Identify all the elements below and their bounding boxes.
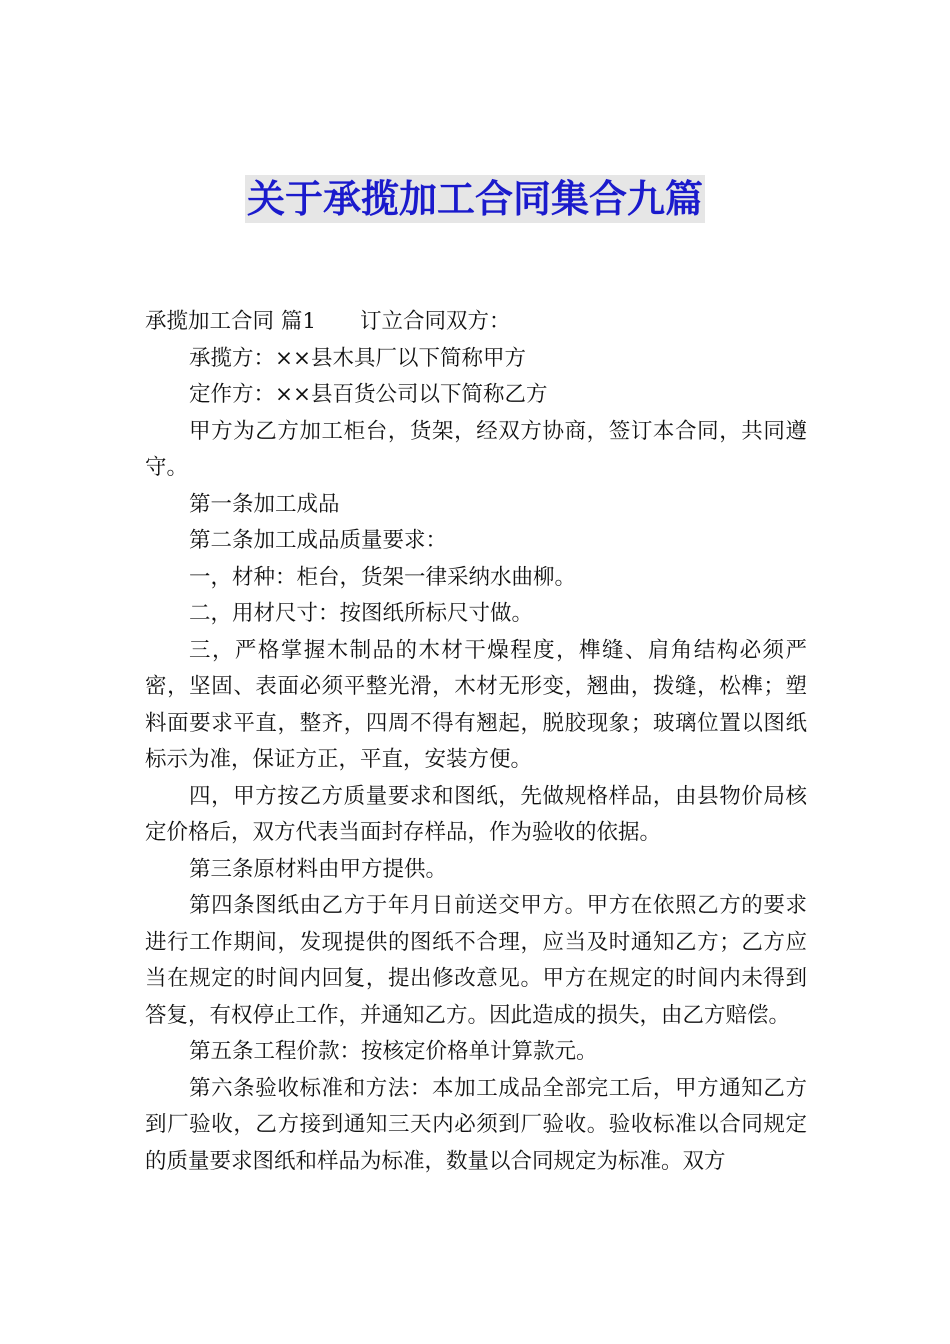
paragraph: 第一条加工成品	[189, 491, 340, 517]
section-heading: 承揽加工合同 篇1	[145, 309, 317, 334]
paragraph: 承揽方：××县木具厂以下简称甲方	[189, 345, 527, 371]
paragraph: 第四条图纸由乙方于年月日前送交甲方。甲方在依照乙方的要求进行工作期间，发现提供的图纸不合理，应当及时通知乙方；乙方应当在规定的时间内回复，提出修改意见。甲方在规定的时间内未得到答复，有权停止工作，并通知乙方。因此造成的损失，由乙方赔偿。	[145, 893, 807, 1028]
paragraph: 第三条原材料由甲方提供。	[189, 856, 448, 882]
paragraph: 三，严格掌握木制品的木材干燥程度，榫缝、肩角结构必须严密，坚固、表面必须平整光滑，木材无形变，翘曲，拨缝，松榫；塑料面要求平直，整齐，四周不得有翘起，脱胶现象；玻璃位置以图纸标示为准，保证方正，平直，安装方便。	[145, 637, 807, 772]
paragraph: 二，用材尺寸：按图纸所标尺寸做。	[189, 601, 534, 626]
first-line	[145, 304, 807, 341]
paragraph: 四，甲方按乙方质量要求和图纸，先做规格样品，由县物价局核定价格后，双方代表当面封存样品，作为验收的依据。	[145, 783, 807, 845]
document-body	[145, 304, 807, 1180]
document-title: 关于承揽加工合同集合九篇	[246, 177, 703, 221]
paragraph: 一，材种：柜台，货架一律采纳水曲柳。	[189, 564, 577, 590]
paragraph: 甲方为乙方加工柜台，货架，经双方协商，签订本合同，共同遵守。	[145, 418, 807, 480]
paragraph: 第六条验收标准和方法：本加工成品全部完工后，甲方通知乙方到厂验收，乙方接到通知三天内必须到厂验收。验收标准以合同规定的质量要求图纸和样品为标准，数量以合同规定为标准。双方	[145, 1075, 807, 1174]
first-line-text: 订立合同双方：	[360, 309, 511, 334]
paragraph: 定作方：××县百货公司以下简称乙方	[189, 382, 548, 407]
paragraph: 第二条加工成品质量要求：	[189, 528, 448, 553]
paragraph: 第五条工程价款：按核定价格单计算款元。	[189, 1039, 598, 1064]
title-container	[0, 175, 950, 223]
